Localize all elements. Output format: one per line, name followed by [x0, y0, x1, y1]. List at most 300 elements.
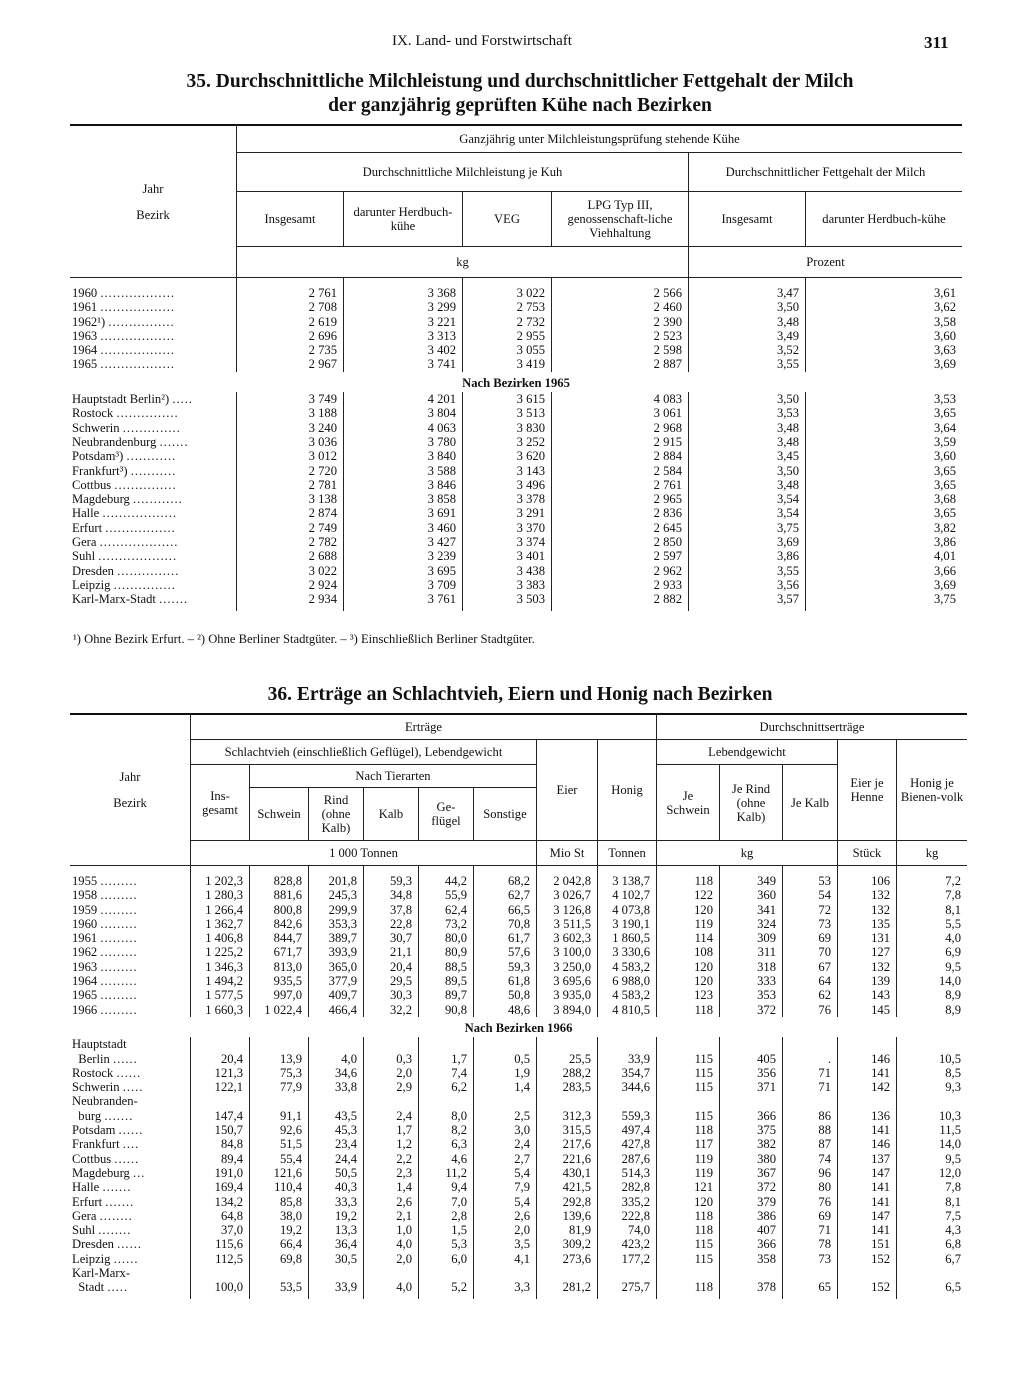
table-cell: 147 — [838, 1166, 897, 1180]
table-cell: 2,0 — [474, 1223, 537, 1237]
spacer-cell — [237, 278, 344, 287]
spacer-cell — [689, 278, 806, 287]
table-cell: 4,3 — [897, 1223, 968, 1237]
table-cell: 3 427 — [344, 535, 463, 549]
table-cell: 3 374 — [463, 535, 552, 549]
table-cell: 2 042,8 — [537, 874, 598, 888]
table-cell: 2 720 — [237, 464, 344, 478]
table-cell: 1,9 — [474, 1066, 537, 1080]
table-row — [70, 1123, 967, 1137]
leader-dots: ....... — [104, 1108, 134, 1123]
table-cell: 360 — [720, 888, 783, 902]
table-cell: 131 — [838, 931, 897, 945]
leader-dots: ......... — [100, 902, 138, 917]
table-cell — [250, 1094, 309, 1108]
row-label-text: 1958 — [72, 888, 98, 903]
table-cell: 2,4 — [474, 1137, 537, 1151]
table-cell: 118 — [657, 1280, 720, 1294]
row-label — [70, 1037, 191, 1051]
table-cell: 3,48 — [689, 315, 806, 329]
row-label-text: Leipzig — [72, 1251, 111, 1266]
table-cell: 33,8 — [309, 1080, 364, 1094]
stub-header — [70, 125, 237, 278]
table-cell: 115 — [657, 1080, 720, 1094]
table-row — [70, 1166, 967, 1180]
table-cell: 139,6 — [537, 1209, 598, 1223]
table-cell: 2,8 — [419, 1209, 474, 1223]
table-cell: 3,0 — [474, 1123, 537, 1137]
table-cell: 4,0 — [364, 1237, 419, 1251]
table-cell: 1 494,2 — [191, 974, 250, 988]
table-cell: 3 313 — [344, 329, 463, 343]
table-cell — [191, 1266, 250, 1280]
row-label-text: 1966 — [72, 1002, 98, 1017]
table-cell: 115 — [657, 1252, 720, 1266]
table-cell: 6,2 — [419, 1080, 474, 1094]
section-row — [70, 1017, 967, 1037]
table-cell — [657, 1037, 720, 1051]
table-cell: 8,9 — [897, 1003, 968, 1017]
col-gefluegel: Ge-flügel — [419, 788, 474, 841]
table-cell: 139 — [838, 974, 897, 988]
table-cell: 3,55 — [689, 564, 806, 578]
table-cell: 77,9 — [250, 1080, 309, 1094]
col-insgesamt: Insgesamt — [237, 192, 344, 247]
table-cell: 123 — [657, 988, 720, 1002]
col-fat-herdbuch: darunter Herdbuch-kühe — [806, 192, 963, 247]
leader-dots: ........... — [130, 463, 177, 478]
table-cell: 6,5 — [897, 1280, 968, 1294]
table-row — [70, 406, 962, 420]
table-cell: 24,4 — [309, 1152, 364, 1166]
table-cell: 4 583,2 — [598, 988, 657, 1002]
table-row — [70, 1037, 967, 1051]
table-cell: 5,3 — [419, 1237, 474, 1251]
table-cell: 1 225,2 — [191, 945, 250, 959]
row-label — [70, 343, 237, 357]
leader-dots: ...... — [113, 1251, 139, 1266]
table-cell: 282,8 — [598, 1180, 657, 1194]
table-cell: 33,3 — [309, 1195, 364, 1209]
table-cell: 3 846 — [344, 478, 463, 492]
row-label — [70, 974, 191, 988]
table-35-title — [70, 70, 970, 118]
table-cell: 3,65 — [806, 406, 963, 420]
table-row — [70, 315, 962, 329]
table-cell — [364, 1266, 419, 1280]
table-cell: 33,9 — [598, 1052, 657, 1066]
table-cell: 70,8 — [474, 917, 537, 931]
row-label — [70, 903, 191, 917]
table-cell: 80,0 — [419, 931, 474, 945]
spacer-cell — [237, 607, 344, 611]
table-cell: 324 — [720, 917, 783, 931]
col-honig-volk: Honig je Bienen-volk — [897, 740, 968, 841]
table-row — [70, 960, 967, 974]
leader-dots: ....... — [102, 1180, 132, 1195]
table-cell: 1 406,8 — [191, 931, 250, 945]
spacer-cell — [897, 1295, 968, 1299]
table-row — [70, 1052, 967, 1066]
table-cell: 118 — [657, 1123, 720, 1137]
table-cell: 2 645 — [552, 521, 689, 535]
table-cell: 30,7 — [364, 931, 419, 945]
table-cell: 3 252 — [463, 435, 552, 449]
table-cell: 2,6 — [474, 1209, 537, 1223]
table-cell: 20,4 — [191, 1052, 250, 1066]
leader-dots: .................. — [100, 286, 176, 300]
row-label-text: Schwerin — [72, 1080, 120, 1095]
running-header — [0, 33, 1024, 53]
table-cell: 2 598 — [552, 343, 689, 357]
table-cell: 353,3 — [309, 917, 364, 931]
unit-1000-tonnen: 1 000 Tonnen — [191, 841, 537, 866]
table-cell: 1 660,3 — [191, 1003, 250, 1017]
table-cell: 3,54 — [689, 492, 806, 506]
table-cell: 2 732 — [463, 315, 552, 329]
unit-kg: kg — [237, 247, 689, 278]
table-cell: 147,4 — [191, 1109, 250, 1123]
row-label-text: 1962 — [72, 945, 98, 960]
col-lpg: LPG Typ III, genossenschaft-liche Viehhaltung — [552, 192, 689, 247]
table-row — [70, 1003, 967, 1017]
table-cell: 3,59 — [806, 435, 963, 449]
row-label-text: Suhl — [72, 549, 96, 564]
table-cell: 3 055 — [463, 343, 552, 357]
table-cell: 38,0 — [250, 1209, 309, 1223]
table-cell: 75,3 — [250, 1066, 309, 1080]
stub-header-year: Jahr — [142, 181, 164, 196]
table-cell: 6,7 — [897, 1252, 968, 1266]
table-cell: 69 — [783, 931, 838, 945]
table-cell: 559,3 — [598, 1109, 657, 1123]
table-cell: 88,5 — [419, 960, 474, 974]
table-cell — [364, 1037, 419, 1051]
row-label — [70, 492, 237, 506]
row-label-text: Karl-Marx-Stadt — [72, 592, 156, 607]
table-cell: 3,86 — [689, 549, 806, 563]
table-35-footnote: ¹) Ohne Bezirk Erfurt. – ²) Ohne Berliner Stadtgüter. – ³) Einschließlich Berliner Stadtgüter. — [73, 632, 535, 646]
table-cell: 3,60 — [806, 449, 963, 463]
row-label — [70, 1080, 191, 1094]
spacer-cell — [838, 1295, 897, 1299]
table-cell: 2 584 — [552, 464, 689, 478]
table-cell: 4,0 — [897, 931, 968, 945]
table-cell: 146 — [838, 1137, 897, 1151]
table-cell: 3 935,0 — [537, 988, 598, 1002]
table-cell: 800,8 — [250, 903, 309, 917]
row-label-text: 1961 — [72, 300, 98, 315]
table-cell: 3,58 — [806, 315, 963, 329]
table-cell: 8,0 — [419, 1109, 474, 1123]
spacer-cell — [191, 1295, 250, 1299]
table-cell: 3 513 — [463, 406, 552, 420]
table-cell: 3 138 — [237, 492, 344, 506]
row-label — [70, 521, 237, 535]
table-cell: 68,2 — [474, 874, 537, 888]
row-label-text: Hauptstadt — [72, 1037, 127, 1052]
table-cell: 21,1 — [364, 945, 419, 959]
table-cell: 89,4 — [191, 1152, 250, 1166]
table-cell: 813,0 — [250, 960, 309, 974]
table-cell: 3 239 — [344, 549, 463, 563]
row-label — [70, 392, 237, 406]
table-cell: 2,2 — [364, 1152, 419, 1166]
table-cell: 191,0 — [191, 1166, 250, 1180]
table-cell: 466,4 — [309, 1003, 364, 1017]
table-row — [70, 1252, 967, 1266]
spacer-cell — [474, 866, 537, 875]
table-cell: 4 201 — [344, 392, 463, 406]
table-cell: 1,4 — [364, 1180, 419, 1194]
table-row — [70, 1180, 967, 1194]
table-cell: 7,8 — [897, 888, 968, 902]
page-number: 311 — [924, 33, 949, 52]
table-cell: 2 968 — [552, 421, 689, 435]
table-cell: 76 — [783, 1003, 838, 1017]
table-cell: 10,5 — [897, 1052, 968, 1066]
row-label — [70, 315, 237, 329]
table-cell: 842,6 — [250, 917, 309, 931]
unit-mio-st: Mio St — [537, 841, 598, 866]
stub-header-year: Jahr — [119, 770, 141, 784]
spacer-row — [70, 1295, 967, 1299]
table-cell: 54 — [783, 888, 838, 902]
row-label-text: 1965 — [72, 988, 98, 1003]
table-cell: 84,8 — [191, 1137, 250, 1151]
spacer-cell — [463, 607, 552, 611]
table-row — [70, 1280, 967, 1294]
table-cell: 9,5 — [897, 960, 968, 974]
table-cell: 6,8 — [897, 1237, 968, 1251]
spacer-cell — [344, 607, 463, 611]
unit-kg: kg — [657, 841, 838, 866]
spacer-cell — [70, 278, 237, 287]
row-label-text: Leipzig — [72, 577, 111, 592]
unit-prozent: Prozent — [689, 247, 963, 278]
table-cell — [309, 1094, 364, 1108]
table-cell: 89,5 — [419, 974, 474, 988]
table-cell: 2 924 — [237, 578, 344, 592]
table-cell: 2,0 — [364, 1066, 419, 1080]
table-cell: 70 — [783, 945, 838, 959]
table-cell: 96 — [783, 1166, 838, 1180]
table-cell: 341 — [720, 903, 783, 917]
leader-dots: ......... — [100, 988, 138, 1003]
table-cell: 1,4 — [474, 1080, 537, 1094]
row-label-text: Suhl — [72, 1223, 96, 1238]
table-cell: 222,8 — [598, 1209, 657, 1223]
table-cell: 8,9 — [897, 988, 968, 1002]
table-cell: 3,57 — [689, 592, 806, 606]
table-cell: 344,6 — [598, 1080, 657, 1094]
table-cell: 3,45 — [689, 449, 806, 463]
table-row — [70, 464, 962, 478]
table-cell: 3 615 — [463, 392, 552, 406]
table-cell: 150,7 — [191, 1123, 250, 1137]
row-label-text: Rostock — [72, 406, 114, 421]
table-cell: 3,64 — [806, 421, 963, 435]
spacer-cell — [309, 866, 364, 875]
table-cell: 2 460 — [552, 300, 689, 314]
table-cell: 3,69 — [689, 535, 806, 549]
table-cell: 3,69 — [806, 578, 963, 592]
leader-dots: ......... — [100, 945, 138, 960]
table-cell: 427,8 — [598, 1137, 657, 1151]
table-cell: 66,5 — [474, 903, 537, 917]
table-cell: 3 894,0 — [537, 1003, 598, 1017]
table-cell: 177,2 — [598, 1252, 657, 1266]
spacer-cell — [897, 866, 968, 875]
spacer-cell — [806, 607, 963, 611]
leader-dots: ...... — [112, 1051, 138, 1066]
table-cell: 4,01 — [806, 549, 963, 563]
table-cell: 20,4 — [364, 960, 419, 974]
col-je-schwein: Je Schwein — [657, 765, 720, 841]
table-cell: 1,5 — [419, 1223, 474, 1237]
table-cell: 3 221 — [344, 315, 463, 329]
table-cell: 151 — [838, 1237, 897, 1251]
table-cell: . — [783, 1052, 838, 1066]
table-cell: 3,61 — [806, 286, 963, 300]
table-row — [70, 903, 967, 917]
row-label — [70, 286, 237, 300]
row-label-text: Neubranden- — [72, 1094, 138, 1109]
row-label — [70, 1003, 191, 1017]
table-cell: 2,4 — [364, 1109, 419, 1123]
table-cell: 118 — [657, 1003, 720, 1017]
table-cell: 3 188 — [237, 406, 344, 420]
table-cell: 2 962 — [552, 564, 689, 578]
table-cell: 1,0 — [364, 1223, 419, 1237]
row-label — [70, 435, 237, 449]
table-cell: 34,6 — [309, 1066, 364, 1080]
table-36-body — [70, 866, 967, 1299]
table-cell: 2 887 — [552, 357, 689, 371]
row-label — [70, 1094, 191, 1108]
table-cell: 71 — [783, 1080, 838, 1094]
row-label-text: Gera — [72, 535, 97, 550]
spacer-cell — [70, 607, 237, 611]
table-cell: 10,3 — [897, 1109, 968, 1123]
table-cell: 8,5 — [897, 1066, 968, 1080]
row-label-text: Cottbus — [72, 1151, 112, 1166]
table-cell — [191, 1094, 250, 1108]
row-label-text: Karl-Marx- — [72, 1266, 131, 1281]
group-durchschnitt: Durchschnittserträge — [657, 714, 968, 740]
row-label — [70, 1252, 191, 1266]
table-cell: 353 — [720, 988, 783, 1002]
row-label-text: Potsdam — [72, 1123, 116, 1138]
table-cell: 2 761 — [237, 286, 344, 300]
leader-dots: ............... — [116, 406, 179, 421]
spacer-cell — [474, 1295, 537, 1299]
row-label — [70, 1152, 191, 1166]
table-cell: 59,3 — [474, 960, 537, 974]
table-cell: 117 — [657, 1137, 720, 1151]
table-cell: 409,7 — [309, 988, 364, 1002]
table-cell: 3 761 — [344, 592, 463, 606]
table-cell: 7,4 — [419, 1066, 474, 1080]
table-cell: 29,5 — [364, 974, 419, 988]
row-label-text: Magdeburg — [72, 1165, 130, 1180]
table-cell: 71 — [783, 1066, 838, 1080]
table-cell: 3,48 — [689, 435, 806, 449]
row-label-text: Cottbus — [72, 477, 112, 492]
table-cell: 2,1 — [364, 1209, 419, 1223]
row-label — [70, 449, 237, 463]
table-cell — [474, 1037, 537, 1051]
table-cell: 7,0 — [419, 1195, 474, 1209]
table-row — [70, 1237, 967, 1251]
table-cell: 19,2 — [250, 1223, 309, 1237]
table-cell: 11,5 — [897, 1123, 968, 1137]
row-label-text: 1964 — [72, 974, 98, 989]
table-cell: 141 — [838, 1223, 897, 1237]
table-cell: 67 — [783, 960, 838, 974]
table-cell: 292,8 — [537, 1195, 598, 1209]
table-cell: 3 438 — [463, 564, 552, 578]
table-cell: 3 496 — [463, 478, 552, 492]
table-cell: 2 696 — [237, 329, 344, 343]
table-row — [70, 357, 962, 371]
table-cell — [838, 1037, 897, 1051]
row-label — [70, 329, 237, 343]
row-label — [70, 464, 237, 478]
table-cell — [474, 1266, 537, 1280]
spacer-cell — [537, 866, 598, 875]
table-cell: 152 — [838, 1280, 897, 1294]
table-cell: 997,0 — [250, 988, 309, 1002]
table-cell — [537, 1037, 598, 1051]
table-cell: 430,1 — [537, 1166, 598, 1180]
table-cell: 4 073,8 — [598, 903, 657, 917]
table-cell: 881,6 — [250, 888, 309, 902]
spacer-cell — [537, 1295, 598, 1299]
leader-dots: .................. — [100, 357, 176, 372]
spacer-row — [70, 278, 962, 287]
table-cell: 2,5 — [474, 1109, 537, 1123]
table-cell: 76 — [783, 1195, 838, 1209]
row-label-text: Erfurt — [72, 1194, 103, 1209]
table-row — [70, 592, 962, 606]
table-cell: 333 — [720, 974, 783, 988]
table-cell: 3,63 — [806, 343, 963, 357]
table-cell: 405 — [720, 1052, 783, 1066]
spacer-cell — [598, 866, 657, 875]
table-cell: 3,66 — [806, 564, 963, 578]
table-cell: 119 — [657, 1152, 720, 1166]
chapter-title: IX. Land- und Forstwirtschaft — [392, 33, 572, 49]
table-cell: 423,2 — [598, 1237, 657, 1251]
row-label — [70, 1166, 191, 1180]
table-cell: 2 874 — [237, 506, 344, 520]
table-cell: 354,7 — [598, 1066, 657, 1080]
unit-kg-honig: kg — [897, 841, 968, 866]
table-cell: 118 — [657, 1209, 720, 1223]
leader-dots: ......... — [100, 874, 138, 888]
table-row — [70, 578, 962, 592]
table-cell: 3,47 — [689, 286, 806, 300]
leader-dots: ........ — [98, 1223, 132, 1238]
table-cell: 121 — [657, 1180, 720, 1194]
leader-dots: ............... — [114, 477, 177, 492]
leader-dots: ......... — [100, 916, 138, 931]
table-cell: 64,8 — [191, 1209, 250, 1223]
table-cell: 9,5 — [897, 1152, 968, 1166]
table-row — [70, 945, 967, 959]
spacer-cell — [720, 1295, 783, 1299]
